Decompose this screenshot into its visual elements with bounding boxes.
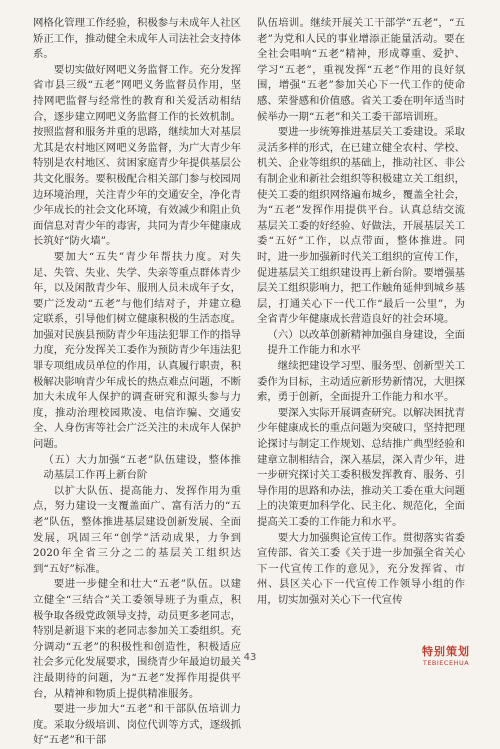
brand-title: 特别策划 (422, 645, 470, 658)
paragraph: 要深入实际开展调查研究。以解决困扰青少年健康成长的重点问题为突破口，坚持把理论探讨与制定工作规划、总结推广典型经验和建章立制相结合，深入基层，深入青少年，进一步研究探讨关工委积极发挥教育、服务、引导作用的思路和办法，推动关工委在重大问题上的决策更加科学化、民主化、规范化，全面提高关工委的工作能力和水平。 (257, 406, 465, 528)
section-heading: （六）以改革创新精神加强自身建设，全面提升工作能力和水平 (267, 328, 465, 357)
paragraph: 网格化管理工作经验，积极参与未成年人社区矫正工作，推动健全未成年人司法社会支持体系。 (33, 17, 241, 61)
right-column (257, 16, 465, 609)
paragraph: 队伍培训。继续开展关工干部学“五老”，“五老”为党和人民的事业增添正能量活动。要在全社会唱响“五老”精神，形成尊重、爱护、学习“五老”，重视发挥“五老”作用的良好氛围，增强“五老”参加关心下一代工作的使命感、荣誉感和价值感。省关工委在明年适当时候举办一期“五老”和关工委干部培训班。 (257, 17, 465, 123)
paragraph: 要加大“五失”青少年帮扶力度。对失足、失管、失业、失学、失亲等重点群体青少年，以及闲散青少年、服刑人员未成年子女，要广泛发动“五老”与他们结对子，并建立稳定联系，引导他们树立健康积极的生活态度。加强对民族县预防青少年违法犯罪工作的指导力度，充分发挥关工委作为预防青少年违法犯罪专项组成员单位的作用，认真履行职责，积极解决影响青少年成长的热点难点问题，不断加大未成年人保护的调查研究和源头参与力度，推动治理校园欺凌、电信诈骗、交通安全、人身伤害等社会广泛关注的未成年人保护问题。 (33, 250, 241, 451)
paragraph: 要大力加强舆论宣传工作。贯彻落实省委宣传部、省关工委《关于进一步加强全省关心下一代宣传工作的意见》，充分发挥省、市州、县区关心下一代宣传工作领导小组的作用，切实加强对关心下一代宣传 (257, 531, 465, 606)
section-heading: （五）大力加强“五老”队伍建设，整体推动基层工作再上新台阶 (43, 453, 241, 482)
paragraph: 要切实做好网吧义务监督工作。充分发挥省市县三级“五老”网吧义务监督员作用，坚持网吧监督与经常性的教育和关爱活动相结合，逐步建立网吧义务监督工作的长效机制。按照监督和服务并重的思路，继续加大对基层尤其是农村地区网吧义务监督，为广大青少年特别是农村地区、贫困家庭青少年提供基层公共文化服务。要积极配合相关部门参与校园周边环境治理，关注青少年的交通安全，净化青少年成长的社会文化环境，有效减少和阻止负面信息对青少年的毒害，共同为青少年健康成长筑好“防火墙”。 (33, 63, 241, 248)
left-column (33, 16, 241, 749)
paragraph: 要进一步统筹推进基层关工委建设。采取灵活多样的形式，在已建立健全农村、学校、机关、企业等组织的基础上，推动社区、非公有制企业和新社会组织等积极建立关工组织，使关工委的组织网络遍布城乡，覆盖全社会，为“五老”发挥作用提供平台。认真总结交流基层关工委的好经验、好做法，开展基层关工委“五好”工作，以点带面，整体推进。同时，进一步加强新时代关工组织的宣传工作，促进基层关工组织建设再上新台阶。要增强基层关工组织影响力，把工作触角延伸到城乡基层，打通关心下一代工作“最后一公里”，为全省青少年健康成长营造良好的社会环境。 (257, 126, 465, 326)
brand-subtitle: TEBIECEHUA (422, 659, 470, 667)
section-brand (422, 643, 470, 667)
paragraph: 要进一步健全和壮大“五老”队伍。以建立健全“三结合”关工委领导班子为重点，积极争取各级党政领导支持，动员更多老同志，特别是新退下来的老同志参加关工委组织。充分调动“五老”的积极性和创造性，积极适应社会多元化发展要求，围绕青少年最迫切最关注最期待的问题，为“五老”发挥作用提供平台，从精神和物质上提供精准服务。 (33, 578, 241, 700)
paragraph: 要进一步加大“五老”和干部队伍培训力度。采取分级培训、岗位代训等方式，逐级抓好“五老”和干部 (33, 703, 241, 747)
page-number: 43 (243, 652, 257, 663)
paragraph: 继续把建设学习型、服务型、创新型关工委作为目标，主动适应新形势新情况，大胆探索，勇于创新，全面提升工作能力和水平。 (257, 360, 465, 404)
paragraph: 以扩大队伍、提高能力、发挥作用为重点，努力建设一支覆盖面广、富有活力的“五老”队伍，整体推进基层建设创新发展、全面发展，巩固三年“创学”活动成果，力争到2020年全省三分之二的基层关工组织达到“五好”标准。 (33, 484, 241, 575)
